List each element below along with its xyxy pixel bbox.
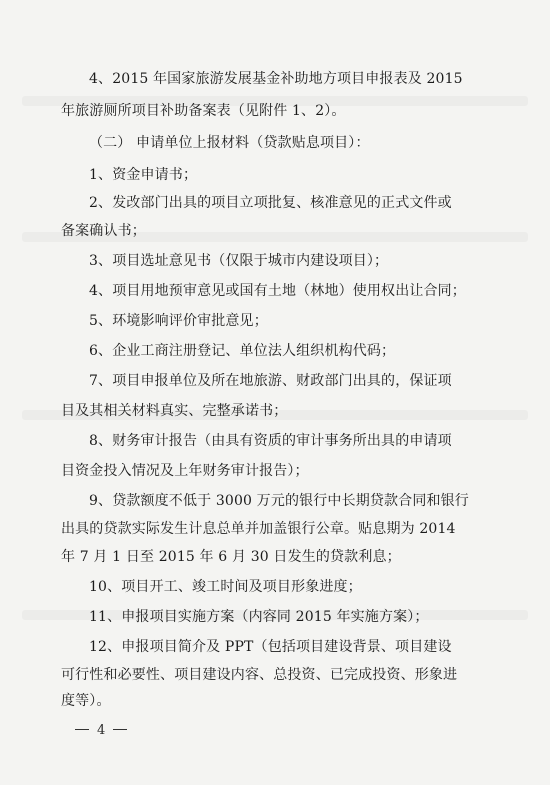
text-line: 5、环境影响评价审批意见； bbox=[89, 313, 268, 329]
page-number-footer bbox=[75, 723, 127, 739]
text-line: 11、申报项目实施方案（内容同 2015 年实施方案）； bbox=[89, 609, 429, 625]
text-line: 度等）。 bbox=[61, 693, 111, 709]
text-line: 3、项目选址意见书（仅限于城市内建设项目）； bbox=[89, 253, 389, 269]
text-line: 8、财务审计报告（由具有资质的审计事务所出具的申请项 bbox=[89, 433, 452, 449]
text-line: 年 7 月 1 日至 2015 年 6 月 30 日发生的贷款利息； bbox=[61, 549, 401, 565]
text-line: 2、发改部门出具的项目立项批复、核准意见的正式文件或 bbox=[89, 195, 452, 211]
text-line: 目资金投入情况及上年财务审计报告）； bbox=[61, 463, 309, 479]
text-line: 4、项目用地预审意见或国有土地（林地）使用权出让合同； bbox=[89, 283, 466, 299]
text-line: 7、项目申报单位及所在地旅游、财政部门出具的，保证项 bbox=[89, 373, 452, 389]
section-heading: （二） 申请单位上报材料（贷款贴息项目）： bbox=[89, 135, 370, 151]
text-line: 9、贷款额度不低于 3000 万元的银行中长期贷款合同和银行 bbox=[89, 493, 469, 509]
text-line: 年旅游厕所项目补助备案表（见附件 1、2）。 bbox=[61, 103, 346, 119]
text-line: 目及其相关材料真实、完整承诺书； bbox=[61, 403, 288, 419]
text-line: 6、企业工商注册登记、单位法人组织机构代码； bbox=[89, 343, 396, 359]
page-number: 4 bbox=[97, 723, 106, 738]
text-line: 可行性和必要性、项目建设内容、总投资、已完成投资、形象进 bbox=[61, 667, 458, 683]
text-line: 4、2015 年国家旅游发展基金补助地方项目申报表及 2015 bbox=[89, 71, 463, 87]
text-line: 出具的贷款实际发生计息总单并加盖银行公章。贴息期为 2014 bbox=[61, 521, 456, 537]
text-line: 1、资金申请书； bbox=[89, 167, 198, 183]
text-line: 10、项目开工、竣工时间及项目形象进度； bbox=[89, 579, 362, 595]
text-line: 备案确认书； bbox=[61, 223, 146, 239]
text-line: 12、申报项目简介及 PPT（包括项目建设背景、项目建设 bbox=[89, 639, 452, 655]
page-number-dash bbox=[75, 729, 89, 730]
page-number-dash bbox=[113, 729, 127, 730]
